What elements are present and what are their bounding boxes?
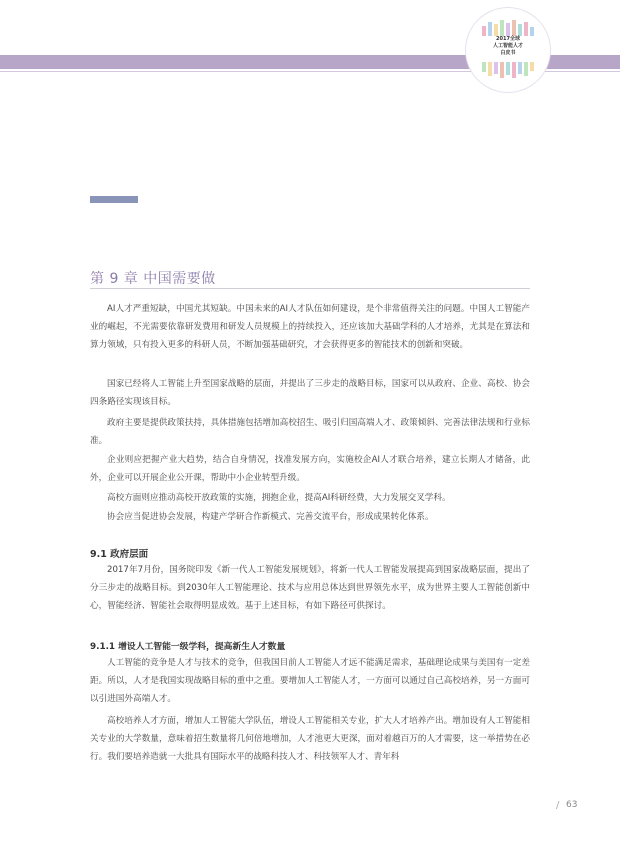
logo-line-1: 2017全球 <box>496 36 520 42</box>
report-logo-badge <box>466 8 550 92</box>
page-number-slash: / <box>556 800 560 811</box>
logo-line-2: 人工智能人才 <box>492 43 523 49</box>
section-heading-9-1-1: 9.1.1 增设人工智能一级学科，提高新生人才数量 <box>90 642 286 652</box>
intro-paragraph-2: 国家已经将人工智能上升至国家战略的层面，并提出了三步走的战略目标，国家可以从政府、企业、高校、协会四条路径实现该目标。 <box>90 379 530 407</box>
intro-paragraph-1: AI人才严重短缺，中国尤其短缺。中国未来的AI人才队伍如何建设，是个非常值得关注的问题。中国人工智能产业的崛起，不光需要依靠研发费用和研发人员规模上的持续投入，还应该加大基础学科的人才培养，尤其是在算法和算力领域，只有投入更多的科研人员，不断加强基础研究，才会获得更多的智能技术的创新和突破。 <box>90 304 530 350</box>
section-9-1-1-paragraph-1: 人工智能的竞争是人才与技术的竞争，但我国目前人工智能人才远不能满足需求，基础理论成果与美国有一定差距。所以，人才是我国实现战略目标的重中之重。要增加人工智能人才，一方面可以通过自己高校培养，另一方面可以引进国外高端人才。 <box>90 658 530 704</box>
page-number: 63 <box>566 800 578 810</box>
section-9-1-1-paragraph-2: 高校培养人才方面，增加人工智能大学队伍，增设人工智能相关专业，扩大人才培养产出。增加设有人工智能相关专业的大学数量，意味着招生数量将几何倍地增加，人才池更大更深，面对着越百万的人才需要，这一举措势在必行。我们要培养造就一大批具有国际水平的战略科技人才、科技领军人才、青年科 <box>90 716 530 762</box>
section-heading-9-1: 9.1 政府层面 <box>90 549 149 560</box>
logo-line-3: 白皮书 <box>500 50 516 56</box>
logo-text <box>480 36 536 57</box>
intro-paragraph-5: 高校方面则应推动高校开放政策的实施，拥抱企业，提高AI科研经费，大力发展交叉学科。 <box>107 493 451 503</box>
chapter-title: 第 9 章 中国需要做 <box>90 271 216 287</box>
chapter-divider <box>90 288 530 289</box>
chapter-accent-bar <box>90 196 138 203</box>
intro-paragraph-6: 协会应当促进协会发展，构建产学研合作新模式、完善交流平台，形成成果转化体系。 <box>107 512 434 522</box>
section-9-1-paragraph: 2017年7月份，国务院印发《新一代人工智能发展规划》，将新一代人工智能发展提高到国家战略层面，提出了分三步走的战略目标。到2030年人工智能理论、技术与应用总体达到世界领先水平，成为世界主要人工智能创新中心，智能经济、智能社会取得明显成效。基于上述目标，有如下路径可供探讨。 <box>90 565 530 611</box>
intro-paragraph-3: 政府主要是提供政策扶持，具体措施包括增加高校招生、吸引归国高端人才、政策倾斜、完善法律法规和行业标准。 <box>90 418 530 446</box>
intro-paragraph-4: 企业则应把握产业大趋势，结合自身情况，找准发展方向，实施校企AI人才联合培养，建立长期人才储备，此外，企业可以开展企业公开课，帮助中小企业转型升级。 <box>90 455 530 483</box>
